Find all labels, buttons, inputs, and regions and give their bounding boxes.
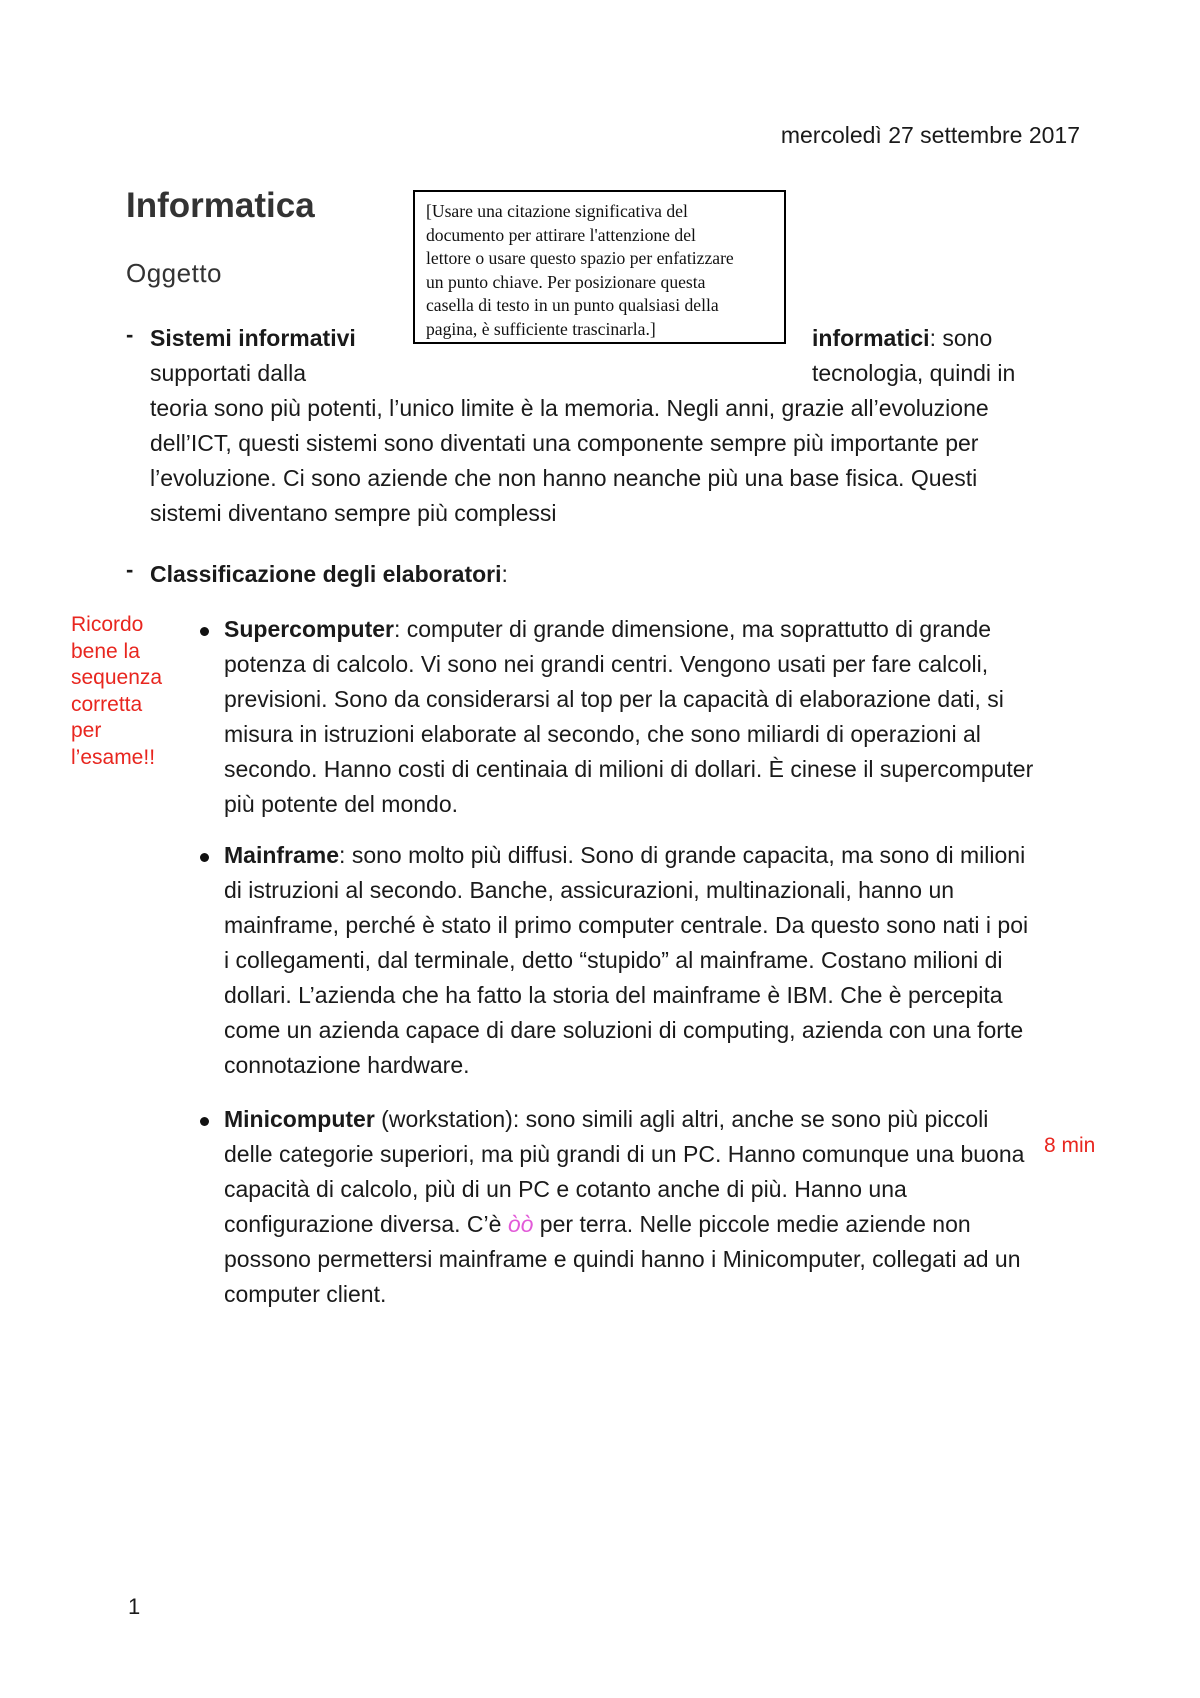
quote-line: documento per attirare l'attenzione del: [426, 224, 696, 245]
section1-line1-right: [812, 321, 992, 356]
highlighted-text: òò: [507, 1211, 534, 1237]
note-line: bene la: [71, 639, 140, 663]
section1-line2-right: tecnologia, quindi in: [812, 360, 1016, 386]
body-line: mainframe, perché è stato il primo computer centrale. Da questo sono nati i poi: [224, 912, 1029, 938]
bullet-dot: [200, 853, 209, 862]
note-line: sequenza: [71, 666, 163, 689]
dash-marker: -: [126, 322, 134, 347]
body-line: capacità di calcolo, più di un PC e cotanto anche di più. Hanno una: [224, 1176, 907, 1202]
text-run: configurazione diversa. C’è: [224, 1211, 508, 1237]
body-line: previsioni. Sono da considerarsi al top per la capacità di elaborazione dati, si: [224, 686, 1004, 712]
body-line: l’evoluzione. Ci sono aziende che non hanno neanche più una base fisica. Questi: [150, 465, 978, 491]
body-line: i collegamenti, dal terminale, detto “stupido” al mainframe. Costano milioni di: [224, 947, 1003, 973]
quote-line: [Usare una citazione significativa del: [426, 201, 688, 221]
note-line: per: [71, 719, 102, 742]
body-line: di istruzioni al secondo. Banche, assicurazioni, multinazionali, hanno un: [224, 877, 955, 903]
bold-term: Supercomputer: [224, 616, 394, 642]
body-line: connotazione hardware.: [224, 1052, 470, 1078]
section1-line2-left: supportati dalla: [150, 360, 306, 386]
bullet-first-line: [224, 1102, 1099, 1137]
section-heading-classificazione: [150, 557, 508, 592]
body-line: misura in istruzioni elaborate al secondo, che sono miliardi di operazioni al: [224, 721, 981, 747]
page-number: 1: [128, 1594, 141, 1619]
body-line: dell’ICT, questi sistemi sono diventati una componente sempre più importante per: [150, 430, 979, 456]
date-header: mercoledì 27 settembre 2017: [780, 122, 1080, 148]
text-run: (workstation): sono simili agli altri, anche se sono più piccoli: [374, 1106, 989, 1132]
quote-line: casella di testo in un punto qualsiasi della: [426, 295, 719, 316]
body-line: potenza di calcolo. Vi sono nei grandi centri. Vengono usati per fare calcoli,: [224, 651, 989, 677]
bullet-supercomputer: [224, 612, 1099, 822]
bold-term: Minicomputer: [224, 1106, 375, 1132]
body-line-mixed: [224, 1207, 1099, 1242]
text-run: : sono: [929, 325, 993, 351]
bullet-dot: [200, 1117, 209, 1126]
section-heading-sistemi: [150, 321, 356, 356]
body-line: secondo. Hanno costi di centinaia di milioni di dollari. È cinese il supercomputer: [224, 756, 1034, 782]
text-run: :: [501, 561, 508, 587]
dash-marker: -: [126, 557, 134, 582]
text-run: per terra. Nelle piccole medie aziende non: [533, 1211, 971, 1237]
note-line: l’esame!!: [71, 745, 156, 769]
quote-line: lettore o usare questo spazio per enfatizzare: [426, 248, 734, 269]
margin-annotation: [71, 612, 162, 771]
text-run: : computer di grande dimensione, ma soprattutto di grande: [393, 616, 992, 642]
section1-body: [150, 391, 1025, 531]
body-line: computer client.: [224, 1281, 387, 1307]
body-line: possono permettersi mainframe e quindi hanno i Minicomputer, collegati ad un: [224, 1246, 1021, 1272]
bullet-first-line: [224, 612, 1099, 647]
side-note-time: 8 min: [1044, 1134, 1096, 1157]
quote-line: pagina, è sufficiente trascinarla.]: [426, 318, 656, 339]
bold-term: Classificazione degli elaboratori: [150, 561, 502, 587]
note-line: Ricordo: [71, 613, 144, 636]
body-line: sistemi diventano sempre più complessi: [150, 500, 557, 526]
quote-line: un punto chiave. Per posizionare questa: [426, 271, 706, 292]
note-line: corretta: [71, 692, 143, 716]
body-line: più potente del mondo.: [224, 791, 459, 817]
bold-term: Sistemi informativi: [150, 325, 356, 351]
body-line: dollari. L’azienda che ha fatto la storia del mainframe è IBM. Che è percepita: [224, 982, 1003, 1008]
bold-term: informatici: [812, 325, 930, 351]
bold-term: Mainframe: [224, 842, 340, 868]
document-title: Informatica: [126, 186, 315, 225]
document-subtitle: Oggetto: [126, 258, 223, 288]
bullet-minicomputer: [224, 1102, 1099, 1312]
bullet-dot: [200, 627, 209, 636]
bullet-mainframe: [224, 838, 1099, 1083]
pull-quote-textbox[interactable]: [413, 190, 786, 344]
bullet-first-line: [224, 838, 1099, 873]
text-run: : sono molto più diffusi. Sono di grande capacita, ma sono di milioni: [339, 842, 1026, 868]
body-line: delle categorie superiori, ma più grandi di un PC. Hanno comunque una buona: [224, 1141, 1025, 1167]
body-line: come un azienda capace di dare soluzioni di computing, azienda con una forte: [224, 1017, 1024, 1043]
body-line: teoria sono più potenti, l’unico limite è la memoria. Negli anni, grazie all’evoluzione: [150, 395, 989, 421]
